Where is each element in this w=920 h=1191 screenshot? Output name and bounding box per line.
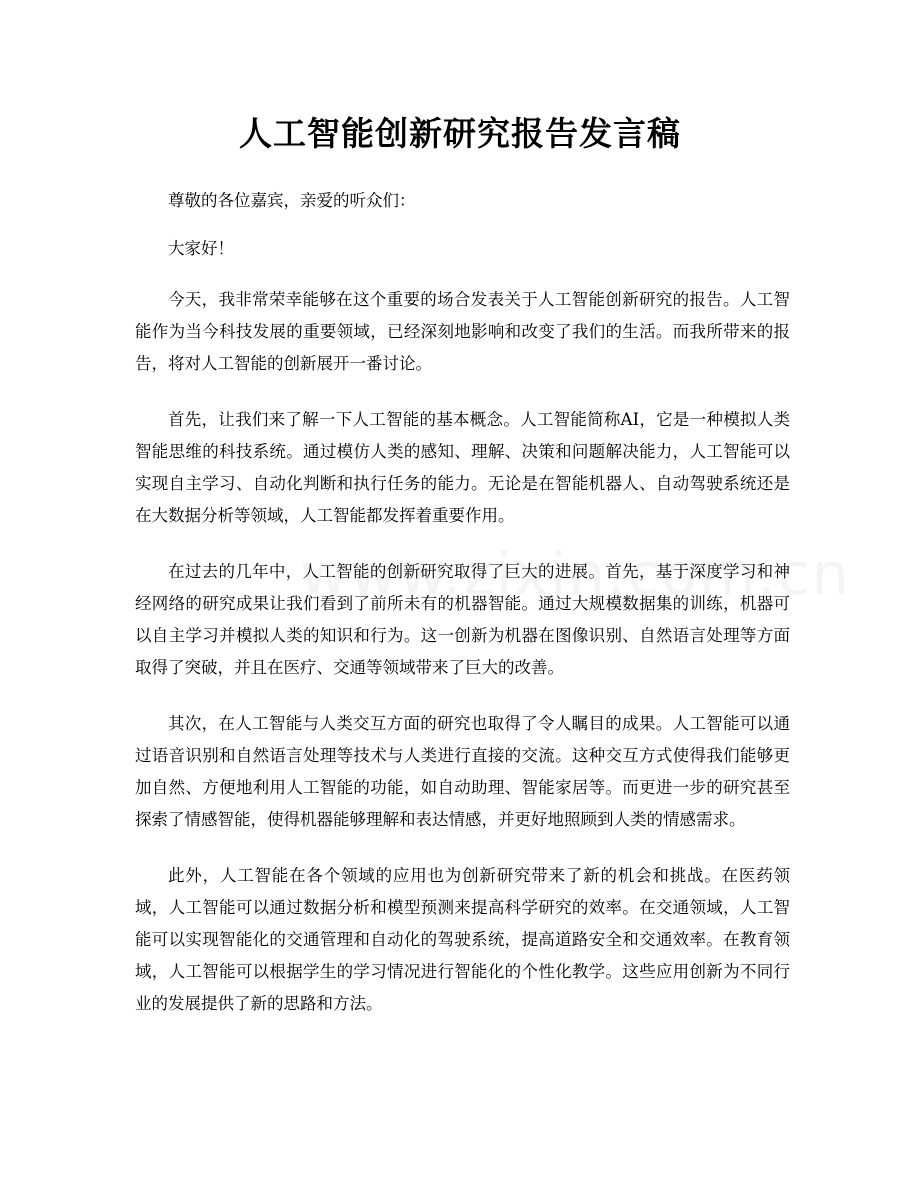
- paragraph-interaction: 其次，在人工智能与人类交互方面的研究也取得了令人瞩目的成果。人工智能可以通过语音识别和自然语言处理等技术与人类进行直接的交流。这种交互方式使得我们能够更加自然、方便地利用人工智能的功能，如自动助理、智能家居等。而更进一步的研究甚至探索了情感智能，使得机器能够理解和表达情感，并更好地照顾到人类的情感需求。: [135, 714, 790, 829]
- paragraph-greeting: 尊敬的各位嘉宾，亲爱的听众们：: [168, 191, 416, 210]
- paragraph-applications: 此外，人工智能在各个领域的应用也为创新研究带来了新的机会和挑战。在医药领域，人工智能可以通过数据分析和模型预测来提高科学研究的效率。在交通领域，人工智能可以实现智能化的交通管理和自动化的驾驶系统，提高道路安全和交通效率。在教育领域，人工智能可以根据学生的学习情况进行智能化的个性化教学。这些应用创新为不同行业的发展提供了新的思路和方法。: [135, 866, 790, 1013]
- document-body: [135, 185, 790, 1044]
- paragraph-progress: 在过去的几年中，人工智能的创新研究取得了巨大的进展。首先，基于深度学习和神经网络的研究成果让我们看到了前所未有的机器智能。通过大规模数据集的训练，机器可以自主学习并模拟人类的知识和行为。这一创新为机器在图像识别、自然语言处理等方面取得了突破，并且在医疗、交通等领域带来了巨大的改善。: [135, 562, 790, 677]
- paragraph-intro: 今天，我非常荣幸能够在这个重要的场合发表关于人工智能创新研究的报告。人工智能作为当今科技发展的重要领域，已经深刻地影响和改变了我们的生活。而我所带来的报告，将对人工智能的创新展开一番讨论。: [135, 290, 790, 373]
- paragraph-hello: 大家好！: [168, 239, 234, 258]
- paragraph-concept: 首先，让我们来了解一下人工智能的基本概念。人工智能简称AI，它是一种模拟人类智能思维的科技系统。通过模仿人类的感知、理解、决策和问题解决能力，人工智能可以实现自主学习、自动化判断和执行任务的能力。无论是在智能机器人、自动驾驶系统还是在大数据分析等领域，人工智能都发挥着重要作用。: [135, 410, 790, 525]
- document-title: 人工智能创新研究报告发言稿: [239, 114, 681, 153]
